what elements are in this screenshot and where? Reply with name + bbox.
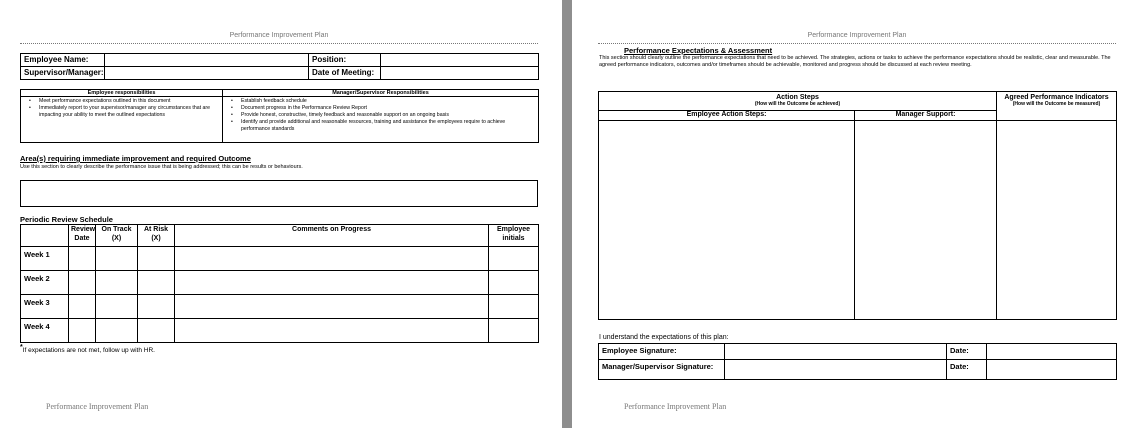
employee-responsibility-item: • Immediately report to your supervisor/manager any circumstances that are impacting your ability to meet the outlined expectations: [25, 105, 218, 119]
action-steps-subtitle: (How will the Outcome be achieved): [754, 101, 841, 107]
at-risk-cell[interactable]: [138, 271, 175, 295]
on-track-cell[interactable]: [96, 271, 138, 295]
review-date-cell[interactable]: [69, 247, 96, 271]
manager-responsibility-item: • Establish feedback schedule: [227, 98, 534, 105]
manager-responsibility-item: • Document progress in the Performance Review Report: [227, 105, 534, 112]
supervisor-label: Supervisor/Manager:: [21, 67, 105, 80]
header-title: Performance Improvement Plan: [229, 32, 329, 39]
indicators-header: [997, 92, 1117, 121]
expectations-description: This section should clearly outline the performance expectations that need to be achieved. The strategies, actions or tasks to achieve the performance expectations should be realistic, clear and measurable. The agreed performance indicators, outcomes and/or timeframes should be achievable, monitored and progress should be discussed at each review meeting.: [599, 55, 1111, 68]
review-date-cell[interactable]: [69, 271, 96, 295]
on-track-header: On Track (X): [96, 225, 138, 247]
comments-cell[interactable]: [175, 247, 489, 271]
areas-input-box[interactable]: [20, 180, 538, 207]
position-field[interactable]: [381, 54, 539, 67]
at-risk-cell[interactable]: [138, 247, 175, 271]
manager-support-cell[interactable]: [855, 121, 997, 320]
hr-note: [20, 344, 155, 354]
footer-text: Performance Improvement Plan: [624, 402, 727, 411]
review-date-cell[interactable]: [69, 295, 96, 319]
week-label: Week 1: [21, 247, 69, 271]
on-track-cell[interactable]: [96, 247, 138, 271]
initials-cell[interactable]: [489, 319, 539, 343]
footer-text: Performance Improvement Plan: [46, 402, 149, 411]
employee-info-table: [20, 53, 539, 80]
initials-header: Employee initials: [489, 225, 539, 247]
manager-signature-label: Manager/Supervisor Signature:: [599, 360, 725, 380]
page-right: [572, 0, 1140, 428]
action-steps-title: Action Steps: [776, 94, 819, 101]
signature-table: [598, 343, 1117, 380]
review-title: Periodic Review Schedule: [20, 215, 113, 224]
employee-responsibility-item: • Meet performance expectations outlined in this document: [25, 98, 218, 105]
manager-responsibilities-header: Manager/Supervisor Responsibilities: [223, 90, 539, 97]
manager-support-header: Manager Support:: [855, 111, 997, 121]
areas-description: Use this section to clearly describe the performance issue that is being addressed; this can be results or behaviours.: [20, 164, 303, 170]
on-track-cell[interactable]: [96, 295, 138, 319]
initials-cell[interactable]: [489, 295, 539, 319]
understand-text: I understand the expectations of this plan:: [599, 334, 729, 341]
at-risk-cell[interactable]: [138, 319, 175, 343]
date-label: Date:: [947, 360, 987, 380]
employee-responsibilities-header: Employee responsibilities: [21, 90, 223, 97]
manager-responsibility-item: • Identify and provide additional and reasonable resources, training and assistance the employees require to achieve performance standards: [227, 119, 534, 133]
page-left: [0, 0, 562, 428]
supervisor-field[interactable]: [105, 67, 309, 80]
at-risk-header: At Risk (X): [138, 225, 175, 247]
review-date-cell[interactable]: [69, 319, 96, 343]
comments-cell[interactable]: [175, 295, 489, 319]
comments-cell[interactable]: [175, 319, 489, 343]
week-label: Week 4: [21, 319, 69, 343]
employee-signature-label: Employee Signature:: [599, 344, 725, 360]
note-marker: *: [20, 344, 23, 351]
header-title: Performance Improvement Plan: [807, 32, 907, 39]
employee-name-field[interactable]: [105, 54, 309, 67]
initials-cell[interactable]: [489, 271, 539, 295]
manager-signature-field[interactable]: [725, 360, 947, 380]
employee-responsibilities-cell: [21, 97, 223, 143]
employee-steps-header: Employee Action Steps:: [599, 111, 855, 121]
review-week-header: [21, 225, 69, 247]
employee-steps-cell[interactable]: [599, 121, 855, 320]
review-date-header: Review Date: [69, 225, 96, 247]
table-row: [21, 295, 539, 319]
employee-name-label: Employee Name:: [21, 54, 105, 67]
date-of-meeting-field[interactable]: [381, 67, 539, 80]
action-steps-table: [598, 91, 1117, 320]
employee-date-field[interactable]: [987, 344, 1117, 360]
header-rule: [598, 43, 1116, 44]
comments-header: Comments on Progress: [175, 225, 489, 247]
table-row: [21, 271, 539, 295]
week-label: Week 2: [21, 271, 69, 295]
date-of-meeting-label: Date of Meeting:: [309, 67, 381, 80]
indicators-cell[interactable]: [997, 121, 1117, 320]
page-gutter: [562, 0, 572, 428]
action-steps-header: [599, 92, 997, 111]
manager-responsibilities-cell: [223, 97, 539, 143]
table-row: [21, 319, 539, 343]
indicators-title: Agreed Performance Indicators: [1004, 94, 1109, 101]
table-row: [21, 247, 539, 271]
at-risk-cell[interactable]: [138, 295, 175, 319]
areas-title: Area(s) requiring immediate improvement and required Outcome: [20, 154, 251, 163]
initials-cell[interactable]: [489, 247, 539, 271]
review-schedule-table: [20, 224, 539, 343]
responsibilities-table: [20, 89, 539, 143]
header-rule: [20, 43, 538, 44]
date-label: Date:: [947, 344, 987, 360]
week-label: Week 3: [21, 295, 69, 319]
position-label: Position:: [309, 54, 381, 67]
note-text: If expectations are not met, follow up with HR.: [22, 347, 155, 355]
comments-cell[interactable]: [175, 271, 489, 295]
manager-responsibility-item: • Provide honest, constructive, timely feedback and reasonable support on an ongoing basis: [227, 112, 534, 119]
expectations-title: Performance Expectations & Assessment: [624, 46, 773, 55]
manager-date-field[interactable]: [987, 360, 1117, 380]
indicators-subtitle: (How will the Outcome be measured): [1012, 101, 1101, 107]
employee-signature-field[interactable]: [725, 344, 947, 360]
on-track-cell[interactable]: [96, 319, 138, 343]
